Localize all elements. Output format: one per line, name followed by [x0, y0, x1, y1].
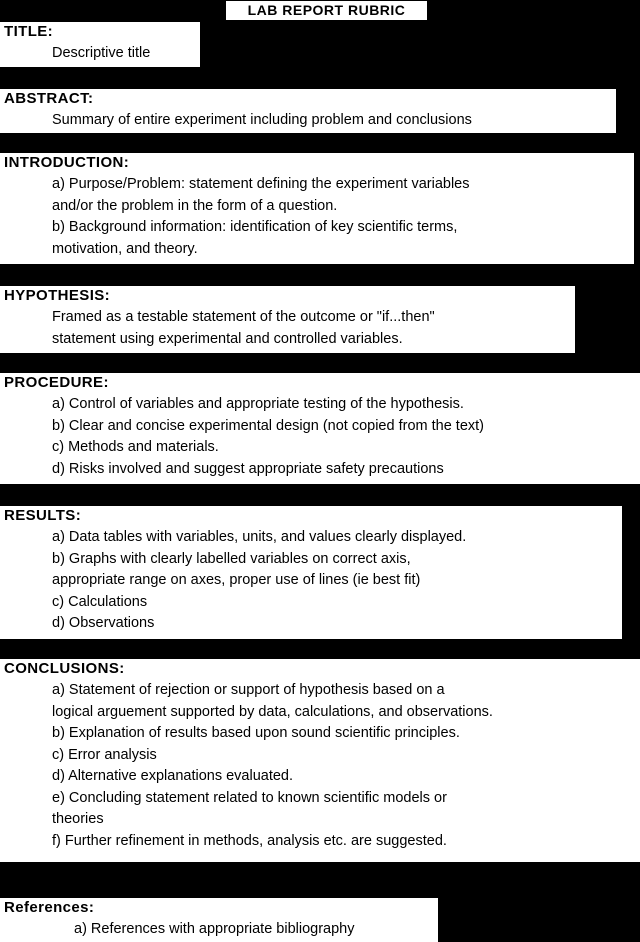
section-line: c) Calculations — [52, 593, 148, 610]
section-heading: RESULTS: — [4, 507, 82, 524]
section-line: c) Methods and materials. — [52, 439, 219, 455]
section-line: c) Error analysis — [52, 746, 157, 763]
section-line: b) Background information: identification of key scientific terms, — [52, 219, 458, 235]
section-results — [0, 506, 622, 639]
section-line: b) Explanation of results based upon sound scientific principles. — [52, 725, 460, 741]
section-line: a) Data tables with variables, units, and values clearly displayed. — [52, 529, 467, 545]
section-line: a) Purpose/Problem: statement defining the experiment variables — [52, 176, 470, 192]
section-heading: References: — [4, 899, 95, 916]
section-line: f) Further refinement in methods, analysis etc. are suggested. — [52, 832, 447, 849]
section-line: statement using experimental and controlled variables. — [52, 330, 403, 347]
section-title — [0, 22, 200, 67]
section-line: motivation, and theory. — [52, 240, 198, 257]
section-introduction — [0, 153, 634, 264]
section-heading: HYPOTHESIS: — [4, 287, 111, 304]
section-procedure — [0, 373, 640, 484]
section-line: Summary of entire experiment including problem and conclusions — [52, 112, 472, 128]
section-line: Descriptive title — [52, 45, 151, 61]
section-line: logical arguement supported by data, calculations, and observations. — [52, 703, 493, 720]
section-line: b) Graphs with clearly labelled variables on correct axis, — [52, 550, 411, 567]
section-conclusions — [0, 659, 640, 862]
section-line: a) Control of variables and appropriate testing of the hypothesis. — [52, 396, 464, 412]
section-abstract — [0, 89, 616, 133]
section-heading: TITLE: — [4, 23, 54, 40]
section-line: and/or the problem in the form of a question. — [52, 197, 338, 214]
section-line: a) Statement of rejection or support of hypothesis based on a — [52, 682, 445, 698]
section-line: e) Concluding statement related to known scientific models or — [52, 789, 447, 806]
section-line: d) Observations — [52, 615, 155, 631]
section-line: d) Risks involved and suggest appropriate safety precautions — [52, 460, 444, 477]
section-hypothesis — [0, 286, 575, 353]
section-heading: CONCLUSIONS: — [4, 660, 125, 677]
section-line: theories — [52, 811, 104, 827]
section-references — [0, 898, 438, 942]
section-line: d) Alternative explanations evaluated. — [52, 768, 294, 784]
section-heading: ABSTRACT: — [4, 90, 94, 107]
section-line: appropriate range on axes, proper use of lines (ie best fit) — [52, 572, 421, 588]
section-heading: PROCEDURE: — [4, 374, 109, 391]
section-line: b) Clear and concise experimental design (not copied from the text) — [52, 417, 484, 434]
section-line: Framed as a testable statement of the outcome or "if...then" — [52, 309, 435, 325]
section-heading: INTRODUCTION: — [4, 154, 130, 171]
rubric-title: LAB REPORT RUBRIC — [226, 1, 427, 20]
section-line: a) References with appropriate bibliography — [74, 921, 355, 937]
